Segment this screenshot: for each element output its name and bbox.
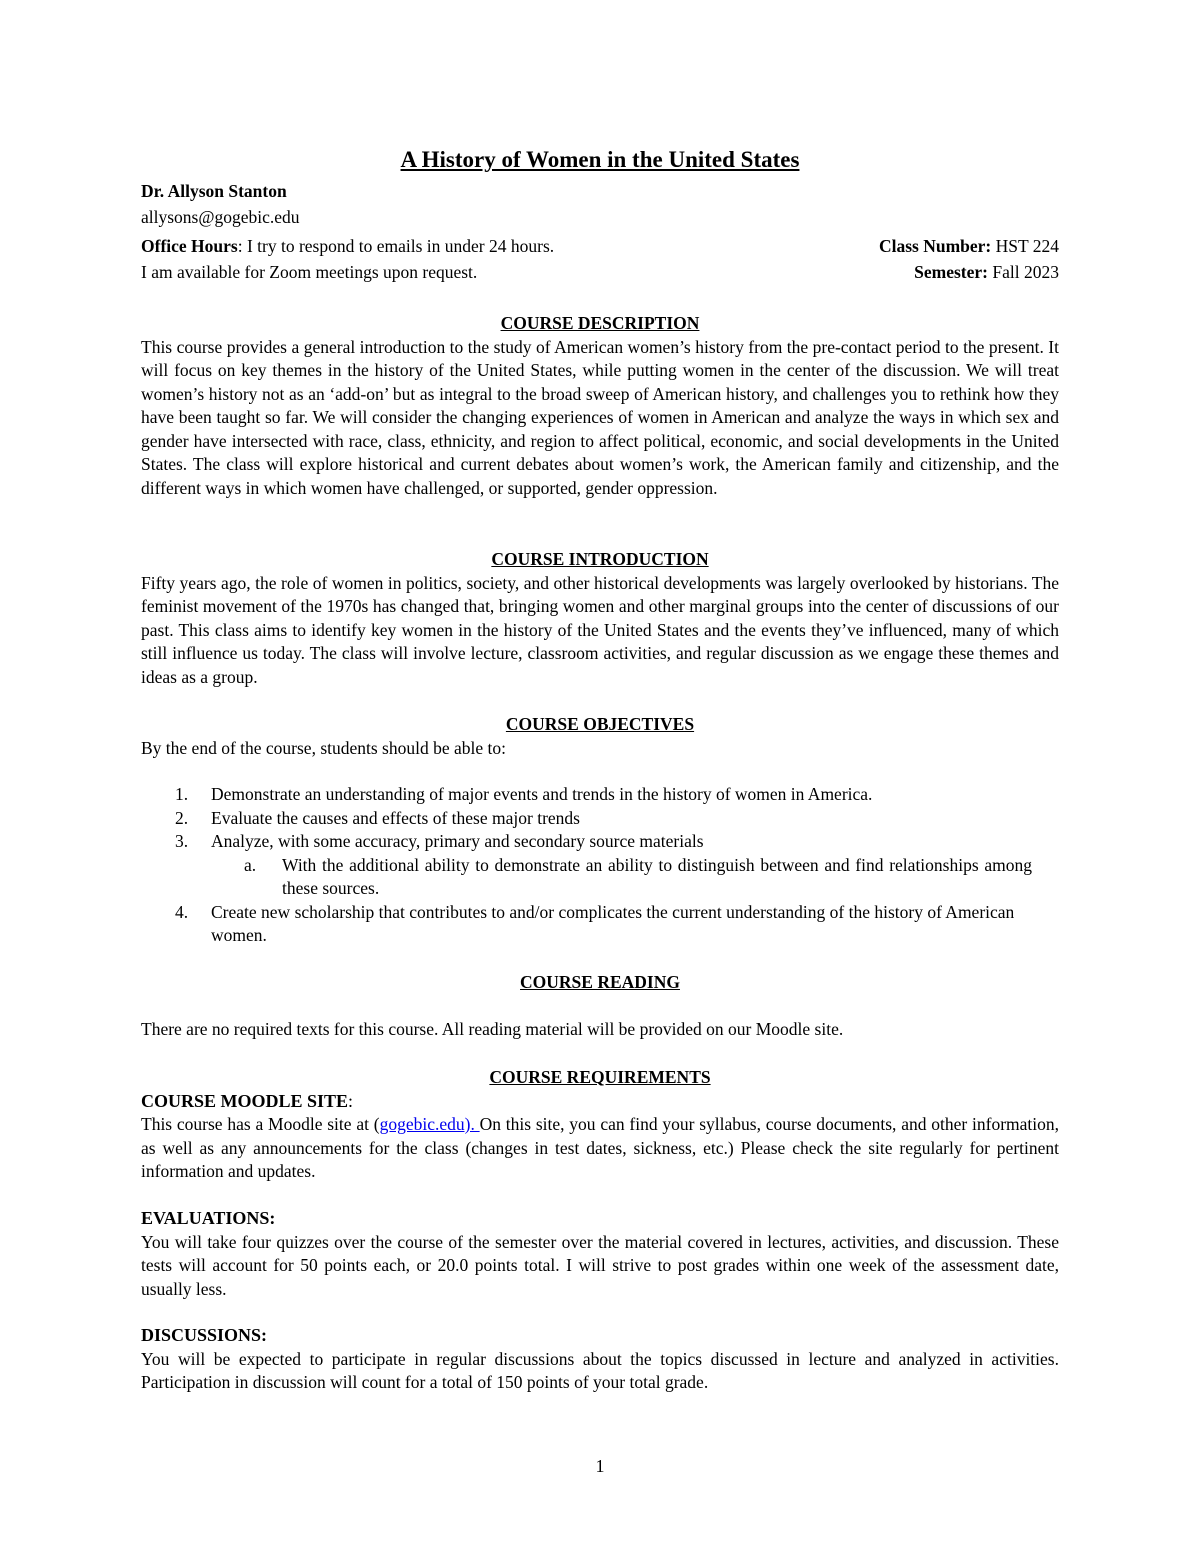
discussions-section bbox=[141, 1324, 1059, 1395]
class-number-value: HST 224 bbox=[991, 236, 1059, 256]
list-item: 3. Analyze, with some accuracy, primary and secondary source materials bbox=[175, 831, 704, 851]
evaluations-section bbox=[141, 1207, 1059, 1301]
semester bbox=[879, 259, 1059, 285]
course-introduction-heading: COURSE INTRODUCTION bbox=[491, 549, 709, 569]
class-number-label: Class Number: bbox=[878, 236, 992, 256]
list-item: 1. Demonstrate an understanding of major events and trends in the history of women in America. bbox=[175, 784, 873, 804]
list-item: 2. Evaluate the causes and effects of these major trends bbox=[175, 807, 580, 828]
course-description-text: This course provides a general introduction to the study of American women’s history from the pre-contact period to the present. It will focus on key themes in the history of the United States, while putting women in the center of the discussion. We will treat women’s history not as an ‘add-on’ but as integral to the broad sweep of American history, and challenges you to rethink how they have been taught so far. We will consider the changing experiences of women in American and analyze the ways in which sex and gender have intersected with race, class, ethnicity, and region to affect political, economic, and social developments in the United States. The class will explore historical and current debates about women’s work, the American family and citizenship, and the different ways in which women have challenged, or supported, gender oppression. bbox=[141, 336, 1059, 498]
course-objectives-section bbox=[141, 713, 1059, 948]
list-item: 4. Create new scholarship that contributes to and/or complicates the current understanding of the history of American women. bbox=[175, 901, 1015, 945]
course-reading-text: There are no required texts for this course. All reading material will be provided on our Moodle site. bbox=[141, 1018, 844, 1039]
page-number: 1 bbox=[595, 1456, 605, 1476]
evaluations-text: You will take four quizzes over the course of the semester over the material covered in lectures, activities, and discussion. These tests will account for 50 points each, or 20.0 points total. I will strive to post grades within one week of the assessment date, usually less. bbox=[141, 1231, 1059, 1299]
objective-sub-item: a. With the additional ability to demonstrate an ability to distinguish between and find relationships among these sources. bbox=[244, 854, 1032, 898]
evaluations-heading: EVALUATIONS: bbox=[141, 1208, 276, 1228]
course-info bbox=[879, 233, 1059, 285]
course-reading-heading: COURSE READING bbox=[520, 972, 680, 992]
course-description-section bbox=[141, 312, 1059, 500]
moodle-site-text: This course has a Moodle site at (gogebic.edu). On this site, you can find your syllabus, course documents, and other information, as well as any announcements for the class (changes in test dates, sickness, etc.) Please check the site regularly for pertinent information and updates. bbox=[141, 1114, 1059, 1181]
moodle-link[interactable]: gogebic.edu). bbox=[379, 1114, 480, 1134]
course-reading-section bbox=[141, 971, 1059, 1041]
course-requirements-heading: COURSE REQUIREMENTS bbox=[489, 1067, 711, 1087]
course-objectives-intro: By the end of the course, students should be able to: bbox=[141, 737, 506, 758]
course-description-heading: COURSE DESCRIPTION bbox=[500, 313, 700, 333]
office-hours-text: : I try to respond to emails in under 24 hours. I am available for Zoom meetings upon request. bbox=[141, 236, 555, 282]
moodle-site-heading: COURSE MOODLE SITE: bbox=[141, 1090, 354, 1111]
office-hours bbox=[141, 233, 561, 285]
semester-label: Semester: bbox=[914, 262, 989, 282]
semester-value: Fall 2023 bbox=[988, 262, 1059, 282]
discussions-heading: DISCUSSIONS: bbox=[141, 1325, 268, 1345]
document-title: A History of Women in the United States bbox=[400, 147, 800, 172]
course-introduction-section bbox=[141, 548, 1059, 689]
office-hours-label: Office Hours bbox=[141, 236, 238, 256]
objectives-list-continued bbox=[141, 901, 1059, 948]
course-objectives-heading: COURSE OBJECTIVES bbox=[505, 714, 695, 734]
objectives-list bbox=[141, 783, 1059, 854]
discussions-text: You will be expected to participate in regular discussions about the topics discussed in lecture and analyzed in activities. Participation in discussion will count for a total of 150 points of your total grade. bbox=[141, 1348, 1059, 1392]
instructor-email: allysons@gogebic.edu bbox=[141, 207, 300, 227]
course-introduction-text: Fifty years ago, the role of women in politics, society, and other historical developments was largely overlooked by historians. The feminist movement of the 1970s has changed that, bringing women and other marginal groups into the center of discussions of our past. This class aims to identify key women in the history of the United States and the events they’ve influenced, many of which still influence us today. The class will involve lecture, classroom activities, and regular discussion as we engage these themes and ideas as a group. bbox=[141, 572, 1059, 687]
course-requirements-section bbox=[141, 1066, 1059, 1184]
class-number bbox=[879, 233, 1059, 259]
instructor-name: Dr. Allyson Stanton bbox=[141, 181, 287, 201]
